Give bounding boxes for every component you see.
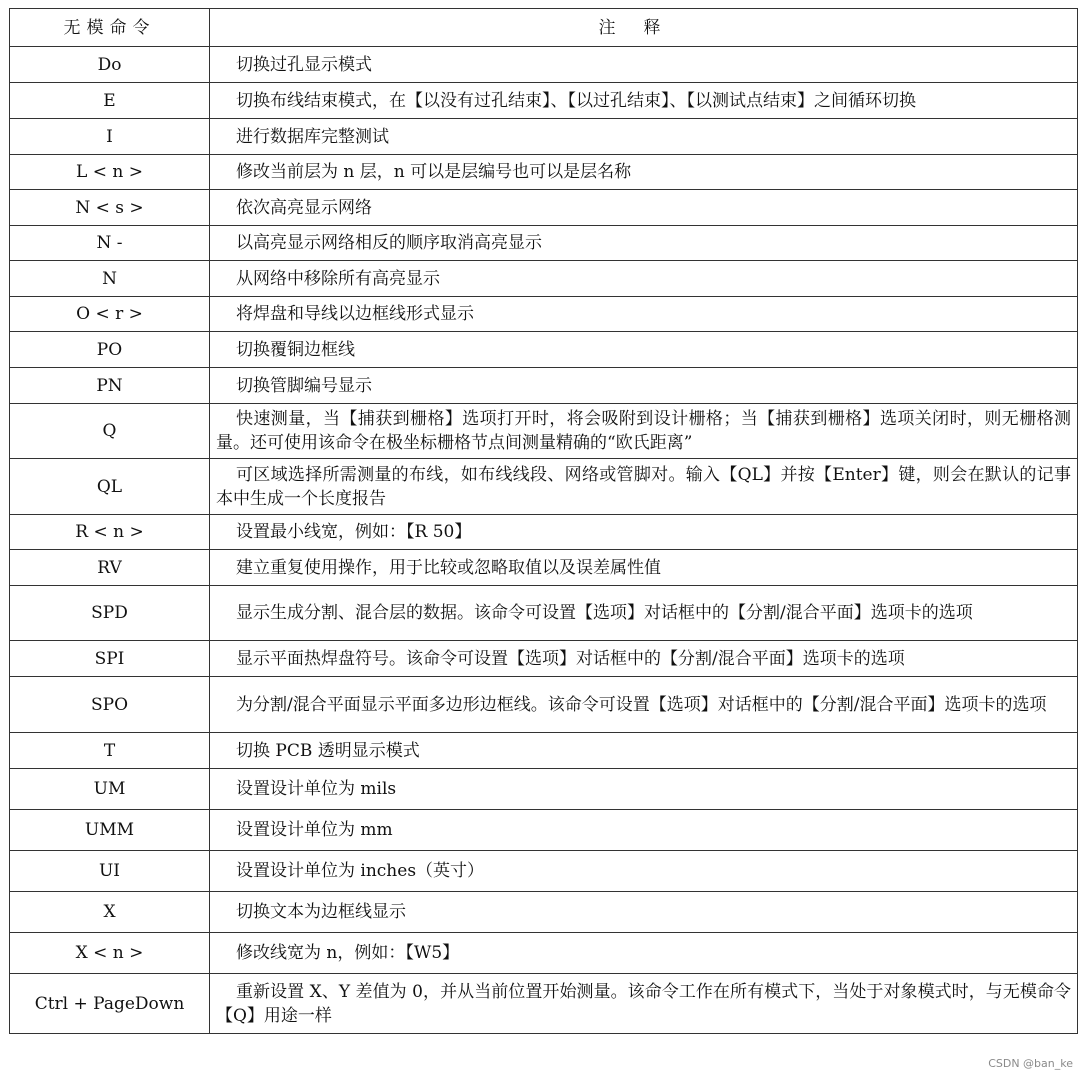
table-row (10, 155, 1078, 190)
command-cell: N - (10, 226, 210, 261)
description-cell: 从网络中移除所有高亮显示 (210, 261, 1078, 297)
description-cell: 设置最小线宽，例如：【R 50】 (210, 515, 1078, 550)
command-cell: QL (10, 459, 210, 515)
description-cell: 设置设计单位为 mm (210, 810, 1078, 851)
description-cell: 为分割/混合平面显示平面多边形边框线。该命令可设置【选项】对话框中的【分割/混合平面】选项卡的选项 (210, 677, 1078, 733)
command-cell: SPO (10, 677, 210, 733)
table-row (10, 550, 1078, 586)
command-cell: PO (10, 332, 210, 368)
description-cell: 切换过孔显示模式 (210, 47, 1078, 83)
command-cell: X (10, 892, 210, 933)
command-cell: O < r > (10, 297, 210, 332)
command-cell: N < s > (10, 190, 210, 226)
table-row (10, 226, 1078, 261)
table-row (10, 47, 1078, 83)
modeless-commands-table (9, 8, 1078, 1034)
command-cell: L < n > (10, 155, 210, 190)
description-cell: 快速测量，当【捕获到栅格】选项打开时，将会吸附到设计栅格；当【捕获到栅格】选项关闭时，则无栅格测量。还可使用该命令在极坐标栅格节点间测量精确的“欧氏距离” (210, 404, 1078, 459)
command-cell: X < n > (10, 933, 210, 974)
table-row (10, 677, 1078, 733)
table-row (10, 974, 1078, 1034)
table-row (10, 515, 1078, 550)
description-cell: 显示生成分割、混合层的数据。该命令可设置【选项】对话框中的【分割/混合平面】选项卡的选项 (210, 586, 1078, 641)
description-cell: 设置设计单位为 mils (210, 769, 1078, 810)
description-cell: 设置设计单位为 inches（英寸） (210, 851, 1078, 892)
table-row (10, 368, 1078, 404)
table-row (10, 261, 1078, 297)
description-cell: 进行数据库完整测试 (210, 119, 1078, 155)
command-cell: PN (10, 368, 210, 404)
header-command: 无模命令 (10, 9, 210, 47)
description-cell: 切换布线结束模式，在【以没有过孔结束】、【以过孔结束】、【以测试点结束】之间循环切换 (210, 83, 1078, 119)
description-cell: 切换管脚编号显示 (210, 368, 1078, 404)
table-row (10, 933, 1078, 974)
table-row (10, 297, 1078, 332)
table-row (10, 810, 1078, 851)
command-cell: UM (10, 769, 210, 810)
table-row (10, 641, 1078, 677)
description-cell: 依次高亮显示网络 (210, 190, 1078, 226)
description-cell: 切换文本为边框线显示 (210, 892, 1078, 933)
table-row (10, 851, 1078, 892)
table-row (10, 769, 1078, 810)
description-cell: 可区域选择所需测量的布线，如布线线段、网络或管脚对。输入【QL】并按【Enter】键，则会在默认的记事本中生成一个长度报告 (210, 459, 1078, 515)
command-cell: I (10, 119, 210, 155)
description-cell: 以高亮显示网络相反的顺序取消高亮显示 (210, 226, 1078, 261)
command-cell: UMM (10, 810, 210, 851)
table-row (10, 190, 1078, 226)
command-cell: SPD (10, 586, 210, 641)
command-cell: SPI (10, 641, 210, 677)
description-cell: 建立重复使用操作，用于比较或忽略取值以及误差属性值 (210, 550, 1078, 586)
command-cell: R < n > (10, 515, 210, 550)
table-row (10, 332, 1078, 368)
command-cell: T (10, 733, 210, 769)
table-row (10, 459, 1078, 515)
description-cell: 切换覆铜边框线 (210, 332, 1078, 368)
watermark: CSDN @ban_ke (988, 1057, 1073, 1070)
description-cell: 显示平面热焊盘符号。该命令可设置【选项】对话框中的【分割/混合平面】选项卡的选项 (210, 641, 1078, 677)
table-row (10, 83, 1078, 119)
command-cell: E (10, 83, 210, 119)
table-row (10, 404, 1078, 459)
table-row (10, 586, 1078, 641)
command-cell: Q (10, 404, 210, 459)
description-cell: 重新设置 X、Y 差值为 0，并从当前位置开始测量。该命令工作在所有模式下，当处于对象模式时，与无模命令【Q】用途一样 (210, 974, 1078, 1034)
command-cell: RV (10, 550, 210, 586)
table-row (10, 733, 1078, 769)
command-cell: Ctrl + PageDown (10, 974, 210, 1034)
table-row (10, 119, 1078, 155)
description-cell: 修改线宽为 n，例如：【W5】 (210, 933, 1078, 974)
description-cell: 修改当前层为 n 层，n 可以是层编号也可以是层名称 (210, 155, 1078, 190)
description-cell: 将焊盘和导线以边框线形式显示 (210, 297, 1078, 332)
table-row (10, 892, 1078, 933)
command-cell: UI (10, 851, 210, 892)
description-cell: 切换 PCB 透明显示模式 (210, 733, 1078, 769)
header-note: 注释 (210, 9, 1078, 47)
command-cell: Do (10, 47, 210, 83)
command-cell: N (10, 261, 210, 297)
table-header-row (10, 9, 1078, 47)
